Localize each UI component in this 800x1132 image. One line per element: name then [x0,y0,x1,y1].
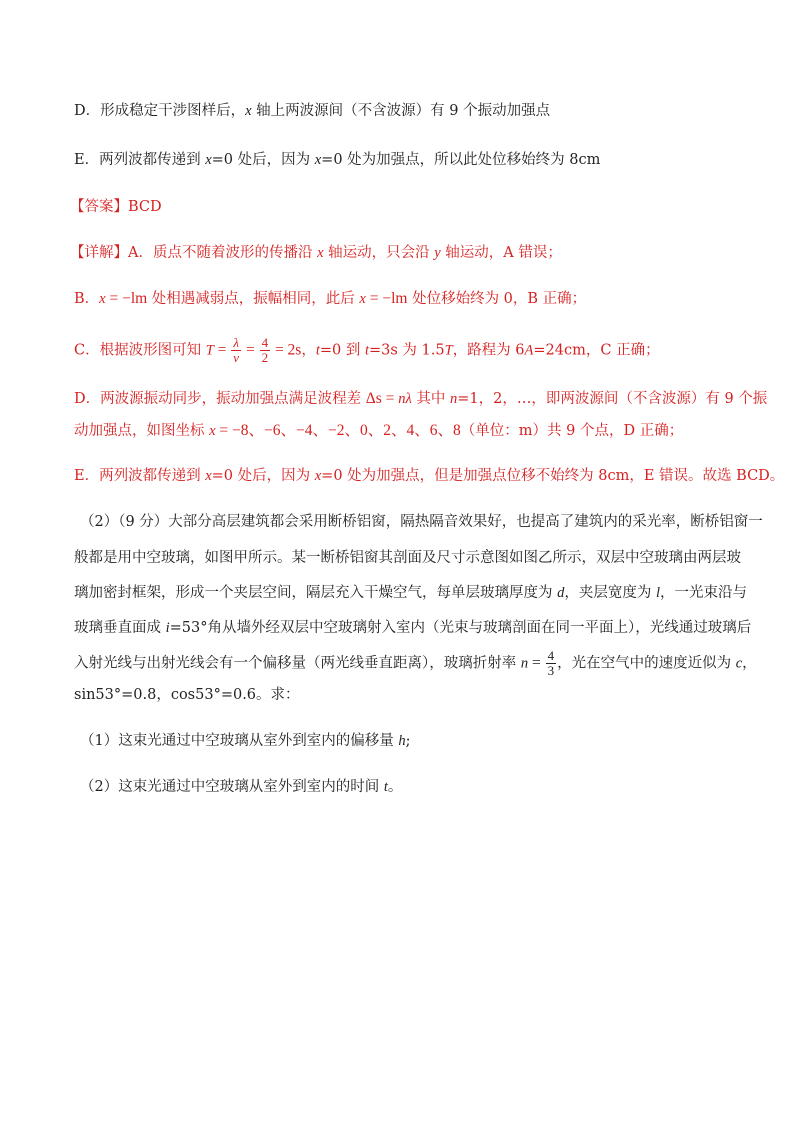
var-h: h [398,733,406,749]
fraction-denominator: v [233,350,240,365]
punctuation: ， [742,655,757,672]
problem-line-6 [74,685,300,705]
explanation-a-text: A．质点不随着波形的传播沿 [128,245,318,261]
formula: = [242,341,259,359]
question-2 [80,777,402,797]
explanation-label: 【详解】 [70,245,128,261]
explanation-b-text-end: 处位移始终为 0，B 正确； [407,291,587,307]
fraction-numerator: λ [231,336,241,351]
var-d: d [557,585,565,601]
problem-text: sin53°=0.8，cos53°=0.6。求： [74,687,300,703]
problem-text: 璃加密封框架，形成一个夹层空间，隔层充入干燥空气，每单层玻璃厚度为 [74,585,558,601]
var-l: l [655,585,660,601]
var-x: x [359,291,366,307]
option-d-text: D．形成稳定干涉图样后， [74,103,246,119]
explanation-e-text: E．两列波都传递到 [74,468,206,484]
explanation-d-line2 [74,421,683,441]
var-y: y [434,245,441,261]
option-e-text: E．两列波都传递到 [74,152,206,168]
explanation-b-label: B． [74,291,100,307]
explanation-d-text: D．两波源振动同步，振动加强点满足波程差 [74,391,366,407]
var-x: x [245,103,252,119]
problem-text: =53°角从墙外经双层中空玻璃射入室内（光束与玻璃剖面在同一平面上），光线通过玻璃后 [169,620,752,636]
var-t: t [383,779,388,795]
answer-line [70,197,162,217]
explanation-e-text-end: =0 处为加强点，但是加强点位移不始终为 8cm，E 错误。故选 BCD。 [321,468,785,484]
var-T: T [444,342,453,359]
explanation-c-text: C．根据波形图可知 [74,342,206,359]
problem-text: 入射光线与出射光线会有一个偏移量（两光线垂直距离），玻璃折射率 [74,655,521,672]
punctuation: ; [405,733,411,749]
var-x: x [99,291,106,307]
problem-text: ，一光束沿与 [660,585,747,601]
problem-text: ，光在空气中的速度近似为 [557,655,736,672]
explanation-a [70,243,562,263]
fraction-numerator: 4 [261,335,269,350]
fraction-denominator: 2 [261,350,269,365]
fraction-denominator: 3 [547,663,555,678]
explanation-b-text-mid: 处相遇减弱点，振幅相同，此后 [147,291,360,307]
var-c: c [735,655,743,672]
question-1 [80,731,410,751]
problem-line-2 [74,548,741,568]
var-x: x [205,468,212,484]
var-t: t [364,342,369,359]
formula: = [528,654,545,672]
explanation-c-text: =3s 为 1.5 [369,342,445,359]
formula: Δs = [365,390,399,407]
formula: = 2s [271,341,302,359]
problem-text: 玻璃垂直面成 [74,620,166,636]
fraction-4-2 [260,336,271,365]
formula: = [213,341,231,359]
problem-line-5 [74,649,757,678]
explanation-d-text-end: =1，2，…，即两波源间（不含波源）有 9 个振 [457,391,768,407]
fraction-numerator: 4 [547,648,555,663]
var-T: T [205,342,214,359]
formula: = −lm [365,290,408,307]
problem-text: （2）（9 分）大部分高层建筑都会采用断桥铝窗，隔热隔音效果好，也提高了建筑内的采光率，断桥铝窗一 [80,514,763,530]
option-e [74,150,600,170]
explanation-c [74,336,660,365]
punctuation: 。 [387,779,403,795]
formula: = −lm [105,290,148,307]
var-x: x [317,245,324,261]
problem-line-1 [80,512,763,532]
explanation-d-text: 动加强点，如图坐标 [74,423,210,439]
var-lambda: λ [405,391,412,407]
explanation-e-text-mid: =0 处后，因为 [211,468,315,484]
var-n: n [520,655,529,672]
explanation-a-text-mid: 轴运动，只会沿 [323,245,435,261]
problem-line-3 [74,583,747,603]
option-d [74,101,550,121]
problem-text: 般都是用中空玻璃，如图甲所示。某一断桥铝窗其剖面及尺寸示意图如图乙所示，双层中空玻璃由两层玻 [74,550,741,566]
explanation-a-text-end: 轴运动，A 错误； [440,245,562,261]
explanation-d-text-end: （单位：m）共 9 个点，D 正确； [460,423,684,439]
var-t: t [315,342,320,359]
explanation-b [74,289,586,309]
explanation-d-text-mid: 其中 [411,391,450,407]
var-A: A [524,342,534,359]
problem-line-4 [74,618,751,638]
var-x: x [205,152,212,168]
var-n: n [398,391,406,407]
problem-text: ，夹层宽度为 [564,585,656,601]
answer-value: BCD [128,199,162,215]
var-x: x [314,152,322,168]
answer-label: 【答案】 [70,199,128,215]
punctuation: ， [301,342,316,359]
option-e-text-end: =0 处为加强点，所以此处位移始终为 8cm [321,152,601,168]
explanation-e [74,466,784,486]
option-d-text-end: 轴上两波源间（不含波源）有 9 个振动加强点 [251,103,551,119]
fraction-lambda-v [231,336,241,365]
var-x: x [314,468,322,484]
formula: = −8、−6、−4、−2、0、2、4、6、8 [215,422,461,439]
question-text: （2）这束光通过中空玻璃从室外到室内的时间 [80,779,384,795]
explanation-d-line1 [74,389,767,409]
var-x: x [209,423,216,439]
explanation-c-text-end: =24cm，C 正确； [533,342,660,359]
option-e-text-mid: =0 处后，因为 [211,152,315,168]
explanation-c-text: ，路程为 6 [452,342,525,359]
fraction-4-3 [546,649,557,678]
var-n: n [449,391,458,407]
var-i: i [165,620,170,636]
explanation-c-text: =0 到 [319,342,365,359]
question-text: （1）这束光通过中空玻璃从室外到室内的偏移量 [80,733,399,749]
